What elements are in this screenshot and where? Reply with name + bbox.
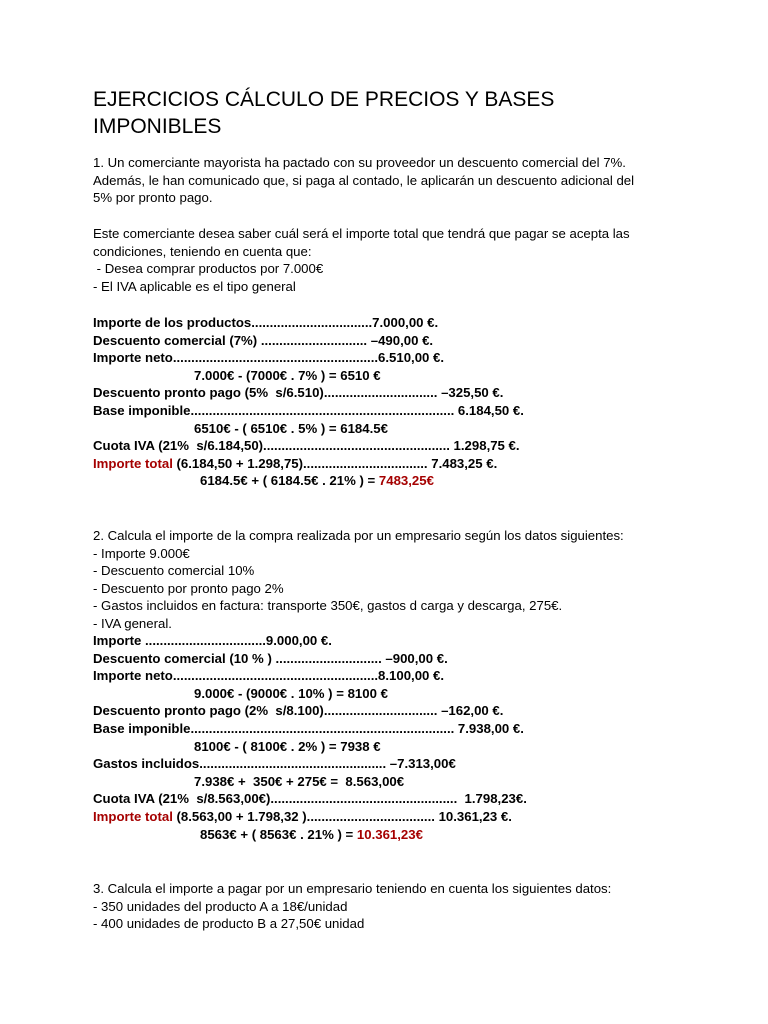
exercise-1-solution	[93, 314, 713, 490]
calculation-result: 7483,25€	[378, 473, 434, 489]
list-item: - Descuento por pronto pago 2%	[93, 580, 284, 596]
list-item: - Desea comprar productos por 7.000€	[93, 261, 324, 277]
list-item: - 400 unidades de producto B a 27,50€ unidad	[93, 916, 365, 932]
solution-line: Gastos incluidos................................................... –7.313,00€	[93, 756, 456, 772]
total-label: Importe total	[93, 808, 173, 824]
solution-line: Importe .................................9.000,00 €.	[93, 633, 332, 648]
solution-line: Descuento comercial (7%) ............................. –490,00 €.	[93, 332, 434, 348]
solution-line: Descuento pronto pago (2% s/8.100)............................... –162,00 €.	[93, 703, 504, 719]
list-item: - El IVA aplicable es el tipo general	[93, 278, 296, 294]
solution-line: Importe neto........................................................6.510,00 €.	[93, 350, 445, 366]
calculation-line: 7.000€ - (7000€ . 7% ) = 6510 €	[194, 367, 381, 383]
exercise-1-question	[93, 225, 713, 295]
exercise-3-statement	[93, 880, 713, 933]
list-item: - IVA general.	[93, 615, 172, 631]
calculation-line: 7.938€ + 350€ + 275€ = 8.563,00€	[194, 773, 405, 789]
exercise-2-statement	[93, 527, 713, 633]
total-value: (6.184,50 + 1.298,75).................................. 7.483,25 €.	[172, 455, 498, 471]
paragraph-line: 5% por pronto pago.	[93, 190, 213, 206]
paragraph-line: condiciones, teniendo en cuenta que:	[93, 243, 312, 259]
list-item: - Gastos incluidos en factura: transporte 350€, gastos d carga y descarga, 275€.	[93, 598, 563, 614]
list-item: - 350 unidades del producto A a 18€/unidad	[93, 898, 348, 914]
paragraph-line: Este comerciante desea saber cuál será el importe total que tendrá que pagar se acepta las	[93, 226, 630, 241]
list-item: - Importe 9.000€	[93, 545, 190, 561]
total-value: (8.563,00 + 1.798,32 )................................... 10.361,23 €.	[172, 808, 512, 824]
solution-line: Cuota IVA (21% s/6.184,50)................................................... 1.298,75 €.	[93, 438, 520, 454]
calculation-text: 8563€ + ( 8563€ . 21% ) =	[200, 826, 357, 842]
list-item: - Descuento comercial 10%	[93, 563, 255, 579]
exercise-2-solution	[93, 632, 713, 843]
paragraph-line: 1. Un comerciante mayorista ha pactado con su proveedor un descuento comercial del 7%.	[93, 155, 626, 170]
exercise-1-statement	[93, 154, 713, 207]
calculation-text: 6184.5€ + ( 6184.5€ . 21% ) =	[200, 473, 379, 489]
solution-line: Descuento pronto pago (5% s/6.510)............................... –325,50 €.	[93, 385, 504, 401]
solution-line: Cuota IVA (21% s/8.563,00€)................................................... 1.798,23€.	[93, 791, 527, 807]
paragraph-line: Además, le han comunicado que, si paga al contado, le aplicarán un descuento adicional del	[93, 172, 635, 188]
calculation-line	[93, 826, 713, 844]
solution-line: Importe neto........................................................8.100,00 €.	[93, 668, 445, 684]
solution-line: Descuento comercial (10 % ) ............................. –900,00 €.	[93, 650, 448, 666]
calculation-line: 9.000€ - (9000€ . 10% ) = 8100 €	[194, 685, 388, 701]
calculation-result: 10.361,23€	[356, 826, 423, 842]
solution-line: Importe de los productos.................................7.000,00 €.	[93, 315, 439, 330]
paragraph-line: 3. Calcula el importe a pagar por un empresario teniendo en cuenta los siguientes datos:	[93, 881, 612, 896]
calculation-line: 8100€ - ( 8100€ . 2% ) = 7938 €	[194, 738, 381, 754]
total-label: Importe total	[93, 455, 173, 471]
calculation-line	[93, 472, 713, 490]
calculation-line: 6510€ - ( 6510€ . 5% ) = 6184.5€	[194, 420, 388, 436]
solution-line: Base imponible........................................................................ 7.938,00 €.	[93, 720, 524, 736]
total-line	[93, 808, 713, 826]
document-title: EJERCICIOS CÁLCULO DE PRECIOS Y BASES IMPONIBLES	[93, 88, 555, 138]
paragraph-line: 2. Calcula el importe de la compra realizada por un empresario según los datos siguientes:	[93, 528, 624, 543]
solution-line: Base imponible........................................................................ 6.184,50 €.	[93, 402, 524, 418]
total-line	[93, 455, 713, 473]
